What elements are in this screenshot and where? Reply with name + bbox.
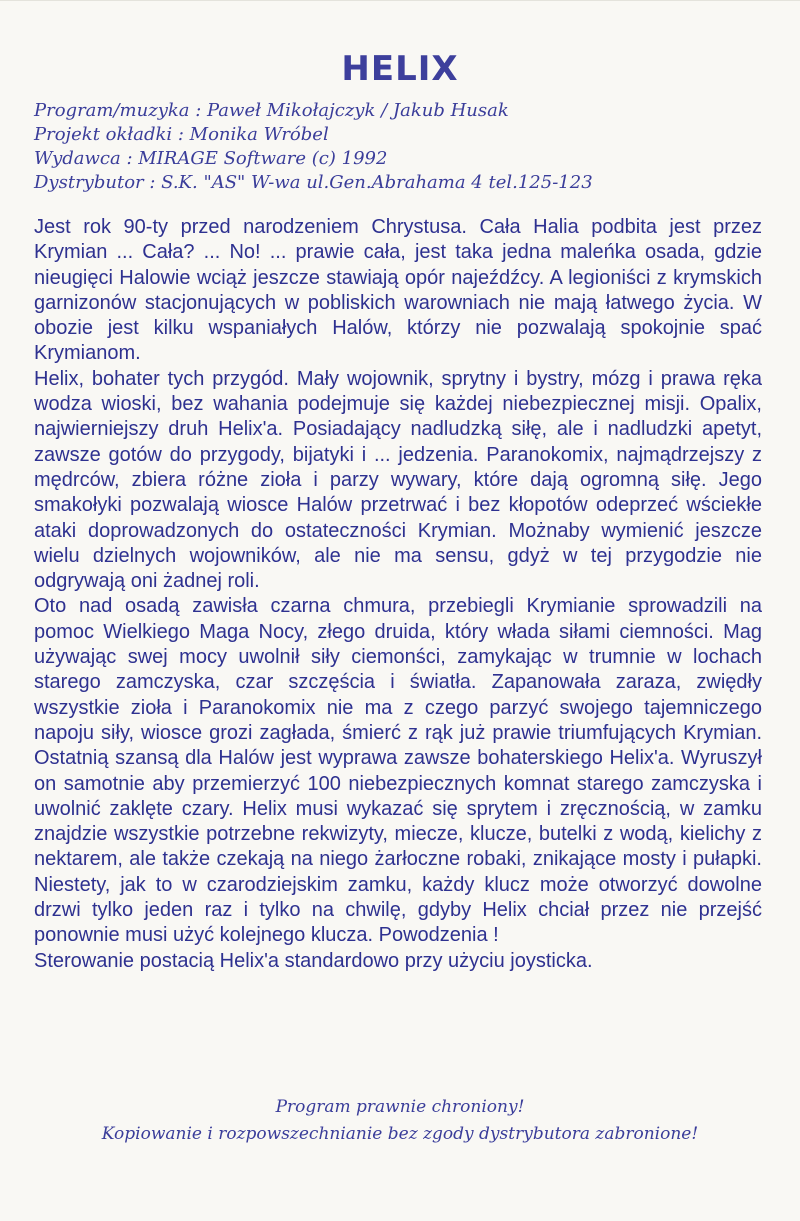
paragraph-controls: Sterowanie postacią Helix'a standardowo przy użyciu joysticka. <box>34 949 593 972</box>
paragraph-intro: Jest rok 90-ty przed narodzeniem Chrystusa. Cała Halia podbita jest przez Krymian ... Cała? ... No! ... prawie cała, jest taka jedna maleńka osada, gdzie nieugięci Halowie wciąż jeszcze stawiają opór najeźdźcy. A legioniści z krymskich garnizonów stacjonujących w pobliskich warowniach nie mają łatwego życia. W obozie jest kilku wspaniałych Halów, którzy nie pozwalają spokojnie spać Krymianom. <box>34 216 762 365</box>
paragraph-characters: Helix, bohater tych przygód. Mały wojownik, sprytny i bystry, mózg i prawa ręka wodza wioski, bez wahania podejmuje się każdej niebezpiecznej misji. Opalix, najwierniejszy druh Helix'a. Posiadający nadludzką siłę, ale i nadludzki apetyt, zawsze gotów do przygody, bijatyki i ... jedzenia. Paranokomix, najmądrzejszy z mędrców, zbiera różne zioła i parzy wywary, które dają ogromną siłę. Jego smakołyki pozwalają wiosce Halów przetrwać i bez kłopotów odeprzeć wściekłe ataki doprowadzonych do ostateczności Krymian. Możnaby wymienić jeszcze wielu dzielnych wojowników, ale nie ma sensu, gdyż w tej przygodzie nie odgrywają oni żadnej roli. <box>34 367 762 593</box>
credit-program-music: Program/muzyka : Paweł Mikołajczyk / Jakub Husak <box>34 100 509 121</box>
credit-distributor: Dystrybutor : S.K. "AS" W-wa ul.Gen.Abrahama 4 tel.125-123 <box>34 172 593 193</box>
copyright-line-prohibition: Kopiowanie i rozpowszechnianie bez zgody dystrybutora zabronione! <box>101 1124 699 1144</box>
copyright-line-protected: Program prawnie chroniony! <box>275 1097 525 1117</box>
story-text <box>34 215 762 974</box>
credit-cover-design: Projekt okładki : Monika Wróbel <box>34 124 329 145</box>
copyright-notice <box>0 1094 800 1148</box>
paragraph-plot: Oto nad osadą zawisła czarna chmura, przebiegli Krymianie sprowadzili na pomoc Wielkiego Maga Nocy, złego druida, który włada siłami ciemności. Mag używając swej mocy uwolnił siły ciemonści, zamykając w trumnie w lochach starego zamczyska, czar szczęścia i światła. Zapanowała zaraza, zwiędły wszystkie zioła i Paranokomix nie ma z czego parzyć swojego tajemniczego napoju siły, wiosce grozi zagłada, śmierć z rąk już prawie triumfujących Krymian. Ostatnią szansą dla Halów jest wyprawa zawsze bohaterskiego Helix'a. Wyruszył on samotnie aby przemierzyć 100 niebezpiecznych komnat starego zamczyska i uwolnić zaklęte czary. Helix musi wykazać się sprytem i zręcznością, w zamku znajdzie wszystkie potrzebne rekwizyty, miecze, klucze, butelki z wodą, kielichy z nektarem, ale także czekają na niego żarłoczne robaki, znikające mosty i pułapki. Niestety, jak to w czarodziejskim zamku, każdy klucz może otworzyć dowolne drzwi tylko jeden raz i tylko na chwilę, gdyby Helix chciał przez nie przejść ponownie musi użyć kolejnego klucza. Powodzenia ! <box>34 595 762 947</box>
document-title: HELIX <box>341 49 459 89</box>
credit-publisher: Wydawca : MIRAGE Software (c) 1992 <box>34 148 388 169</box>
credits-block <box>34 99 774 195</box>
